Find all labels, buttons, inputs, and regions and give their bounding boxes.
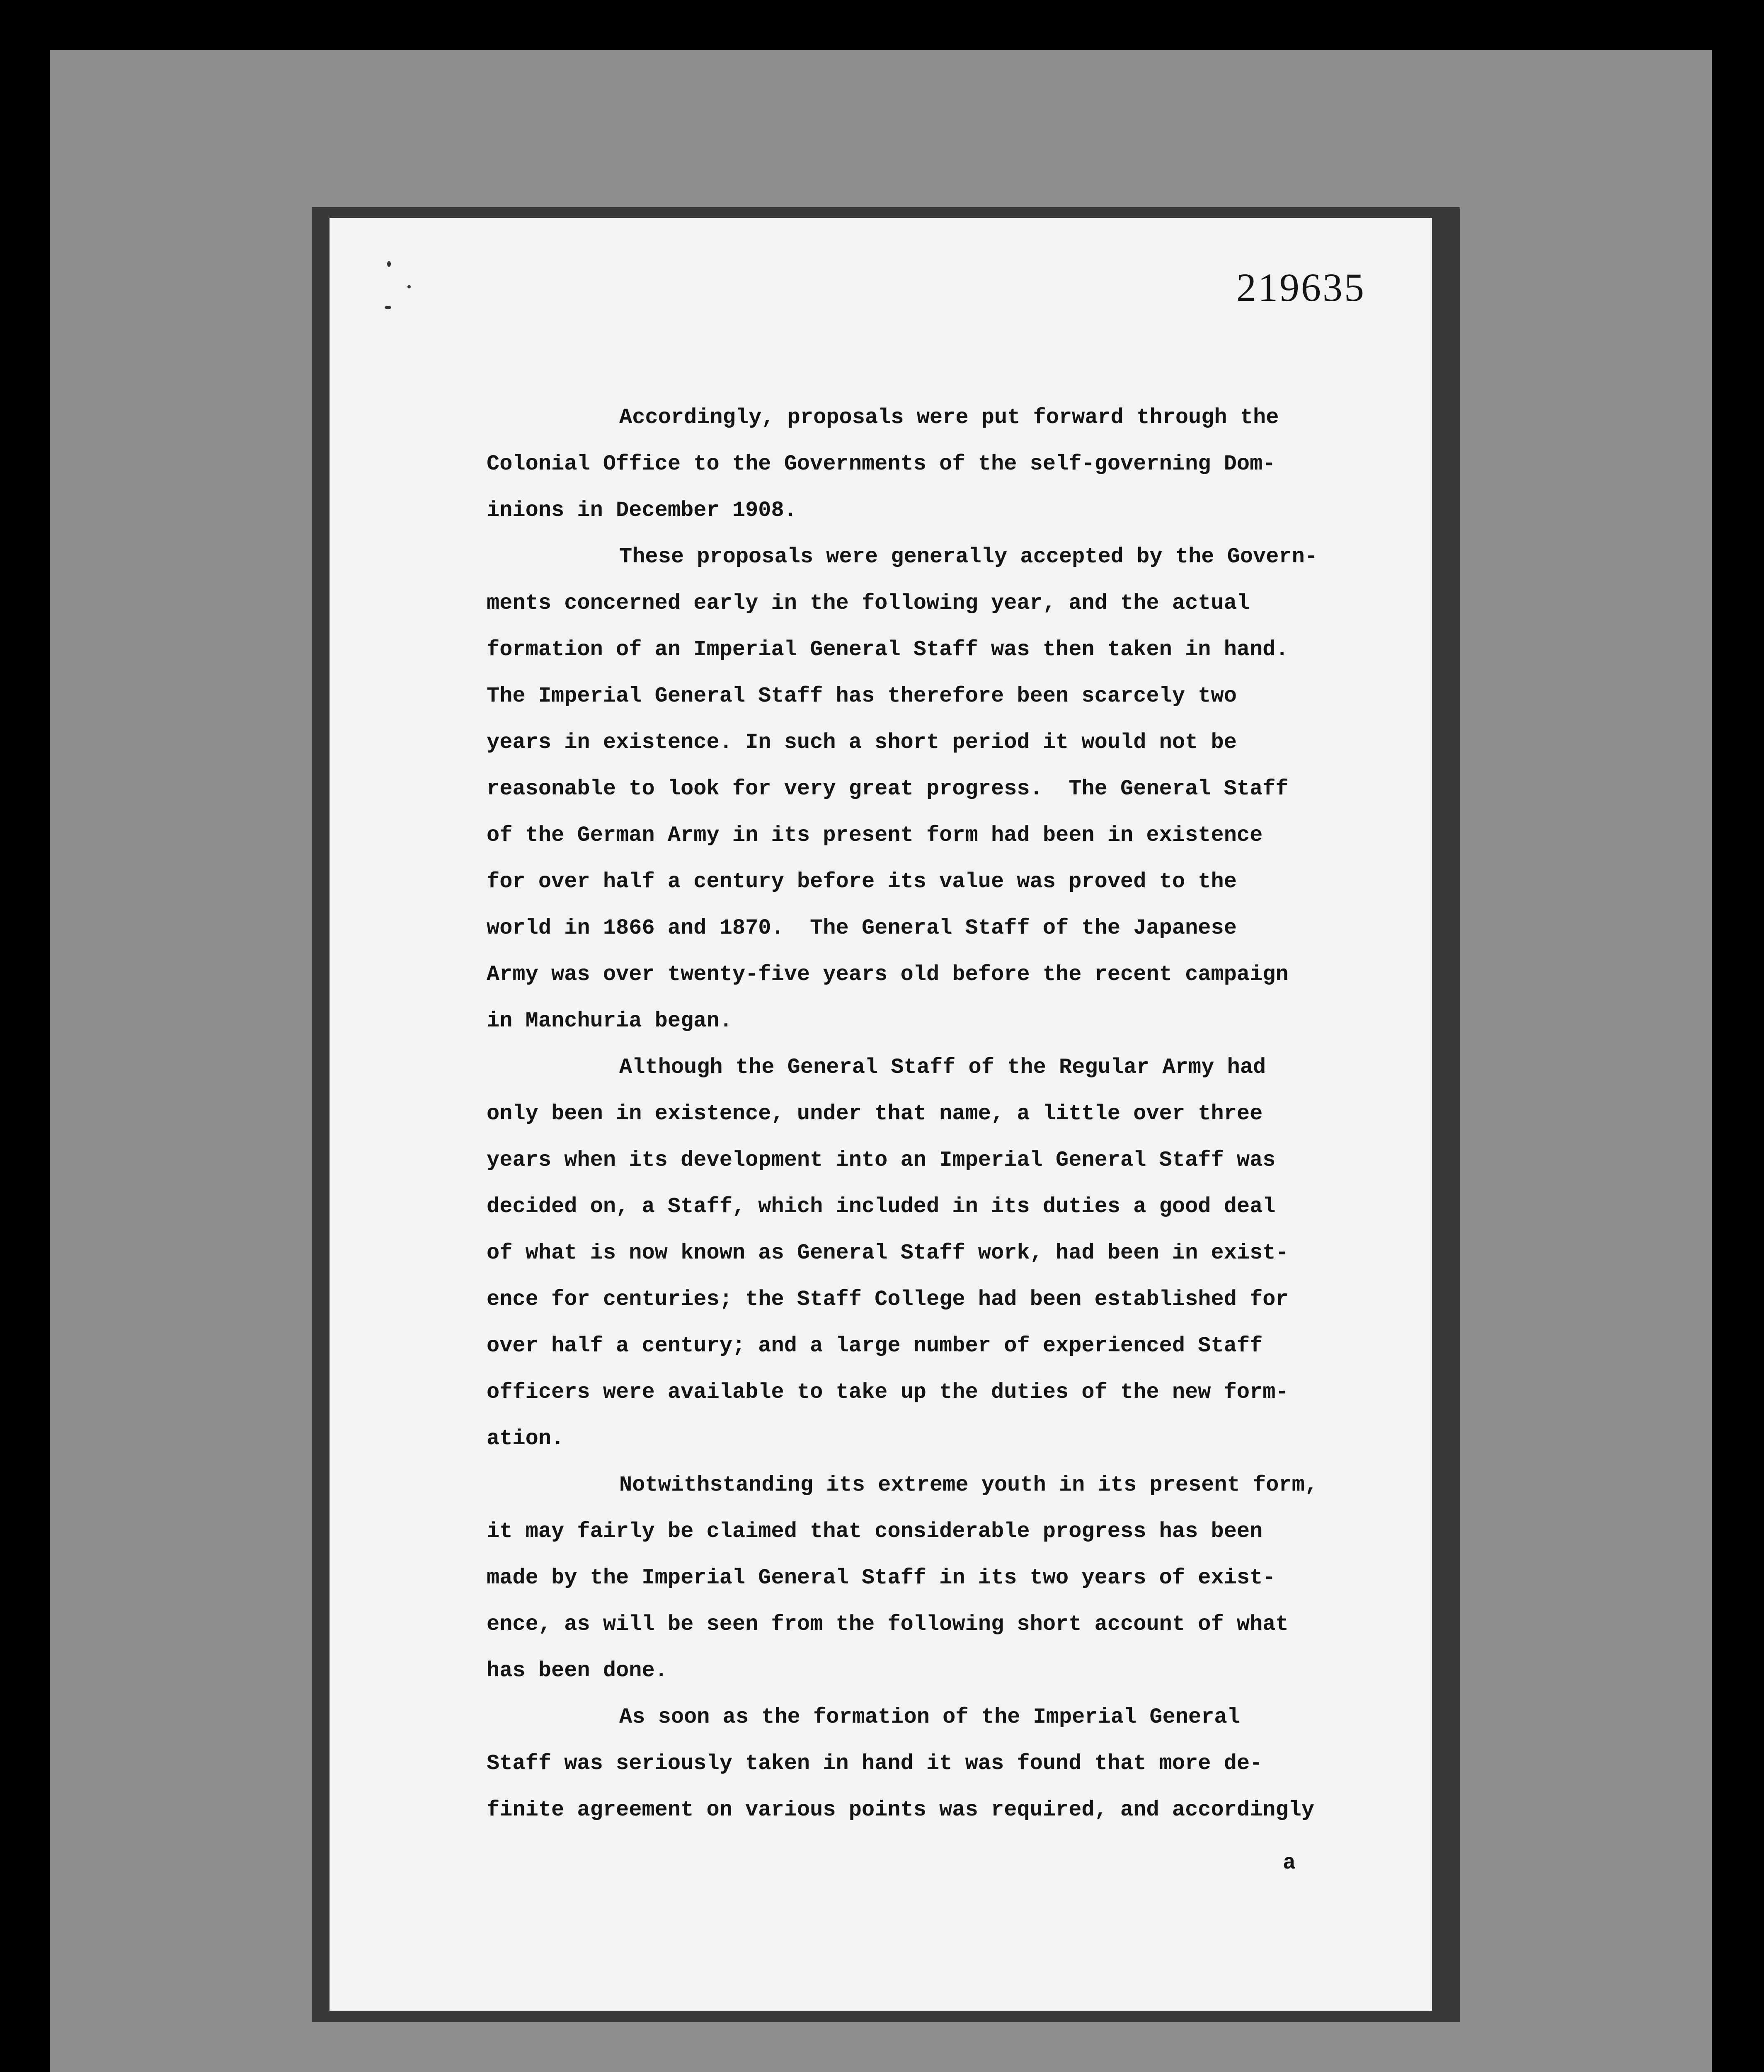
text-line: As soon as the formation of the Imperial General xyxy=(619,1705,1240,1729)
text-line: ation. xyxy=(487,1426,565,1451)
text-line: ence, as will be seen from the following short account of what xyxy=(487,1612,1289,1636)
ink-speck xyxy=(385,306,391,309)
text-line: Staff was seriously taken in hand it was found that more de- xyxy=(487,1751,1263,1776)
text-line: reasonable to look for very great progress. The General Staff xyxy=(487,777,1289,801)
document-number: 219635 xyxy=(1236,265,1366,310)
text-line: years when its development into an Imperial General Staff was xyxy=(487,1148,1276,1172)
text-line: years in existence. In such a short period it would not be xyxy=(487,730,1237,755)
text-line: officers were available to take up the duties of the new form- xyxy=(487,1380,1289,1404)
text-line: ments concerned early in the following year, and the actual xyxy=(487,591,1250,615)
text-line: inions in December 1908. xyxy=(487,498,797,523)
text-line: world in 1866 and 1870. The General Staff of the Japanese xyxy=(487,916,1237,940)
body-text xyxy=(487,395,1349,1833)
text-line: ence for centuries; the Staff College had been established for xyxy=(487,1287,1289,1312)
text-line: it may fairly be claimed that considerable progress has been xyxy=(487,1519,1263,1544)
text-line: made by the Imperial General Staff in its two years of exist- xyxy=(487,1566,1276,1590)
ink-speck xyxy=(387,261,391,267)
text-line: of what is now known as General Staff work, had been in exist- xyxy=(487,1241,1289,1265)
text-line: Colonial Office to the Governments of the self-governing Dom- xyxy=(487,452,1276,476)
text-line: Notwithstanding its extreme youth in its present form, xyxy=(619,1473,1318,1497)
text-line: over half a century; and a large number of experienced Staff xyxy=(487,1334,1263,1358)
text-line: The Imperial General Staff has therefore been scarcely two xyxy=(487,684,1237,708)
text-line: in Manchuria began. xyxy=(487,1009,732,1033)
text-line: of the German Army in its present form had been in existence xyxy=(487,823,1263,847)
text-line: These proposals were generally accepted by the Govern- xyxy=(619,545,1318,569)
text-line: Although the General Staff of the Regular Army had xyxy=(619,1055,1266,1080)
text-line: decided on, a Staff, which included in its duties a good deal xyxy=(487,1194,1276,1219)
catchword: a xyxy=(1283,1851,1296,1875)
ink-speck xyxy=(407,285,411,288)
text-line: only been in existence, under that name, a little over three xyxy=(487,1101,1263,1126)
text-line: has been done. xyxy=(487,1658,668,1683)
text-line: for over half a century before its value was proved to the xyxy=(487,869,1237,894)
text-line: finite agreement on various points was required, and accordingly xyxy=(487,1798,1315,1822)
text-line: formation of an Imperial General Staff was then taken in hand. xyxy=(487,637,1289,662)
text-line: Accordingly, proposals were put forward through the xyxy=(619,405,1279,430)
document-page xyxy=(330,218,1432,2011)
text-line: Army was over twenty-five years old before the recent campaign xyxy=(487,962,1289,987)
